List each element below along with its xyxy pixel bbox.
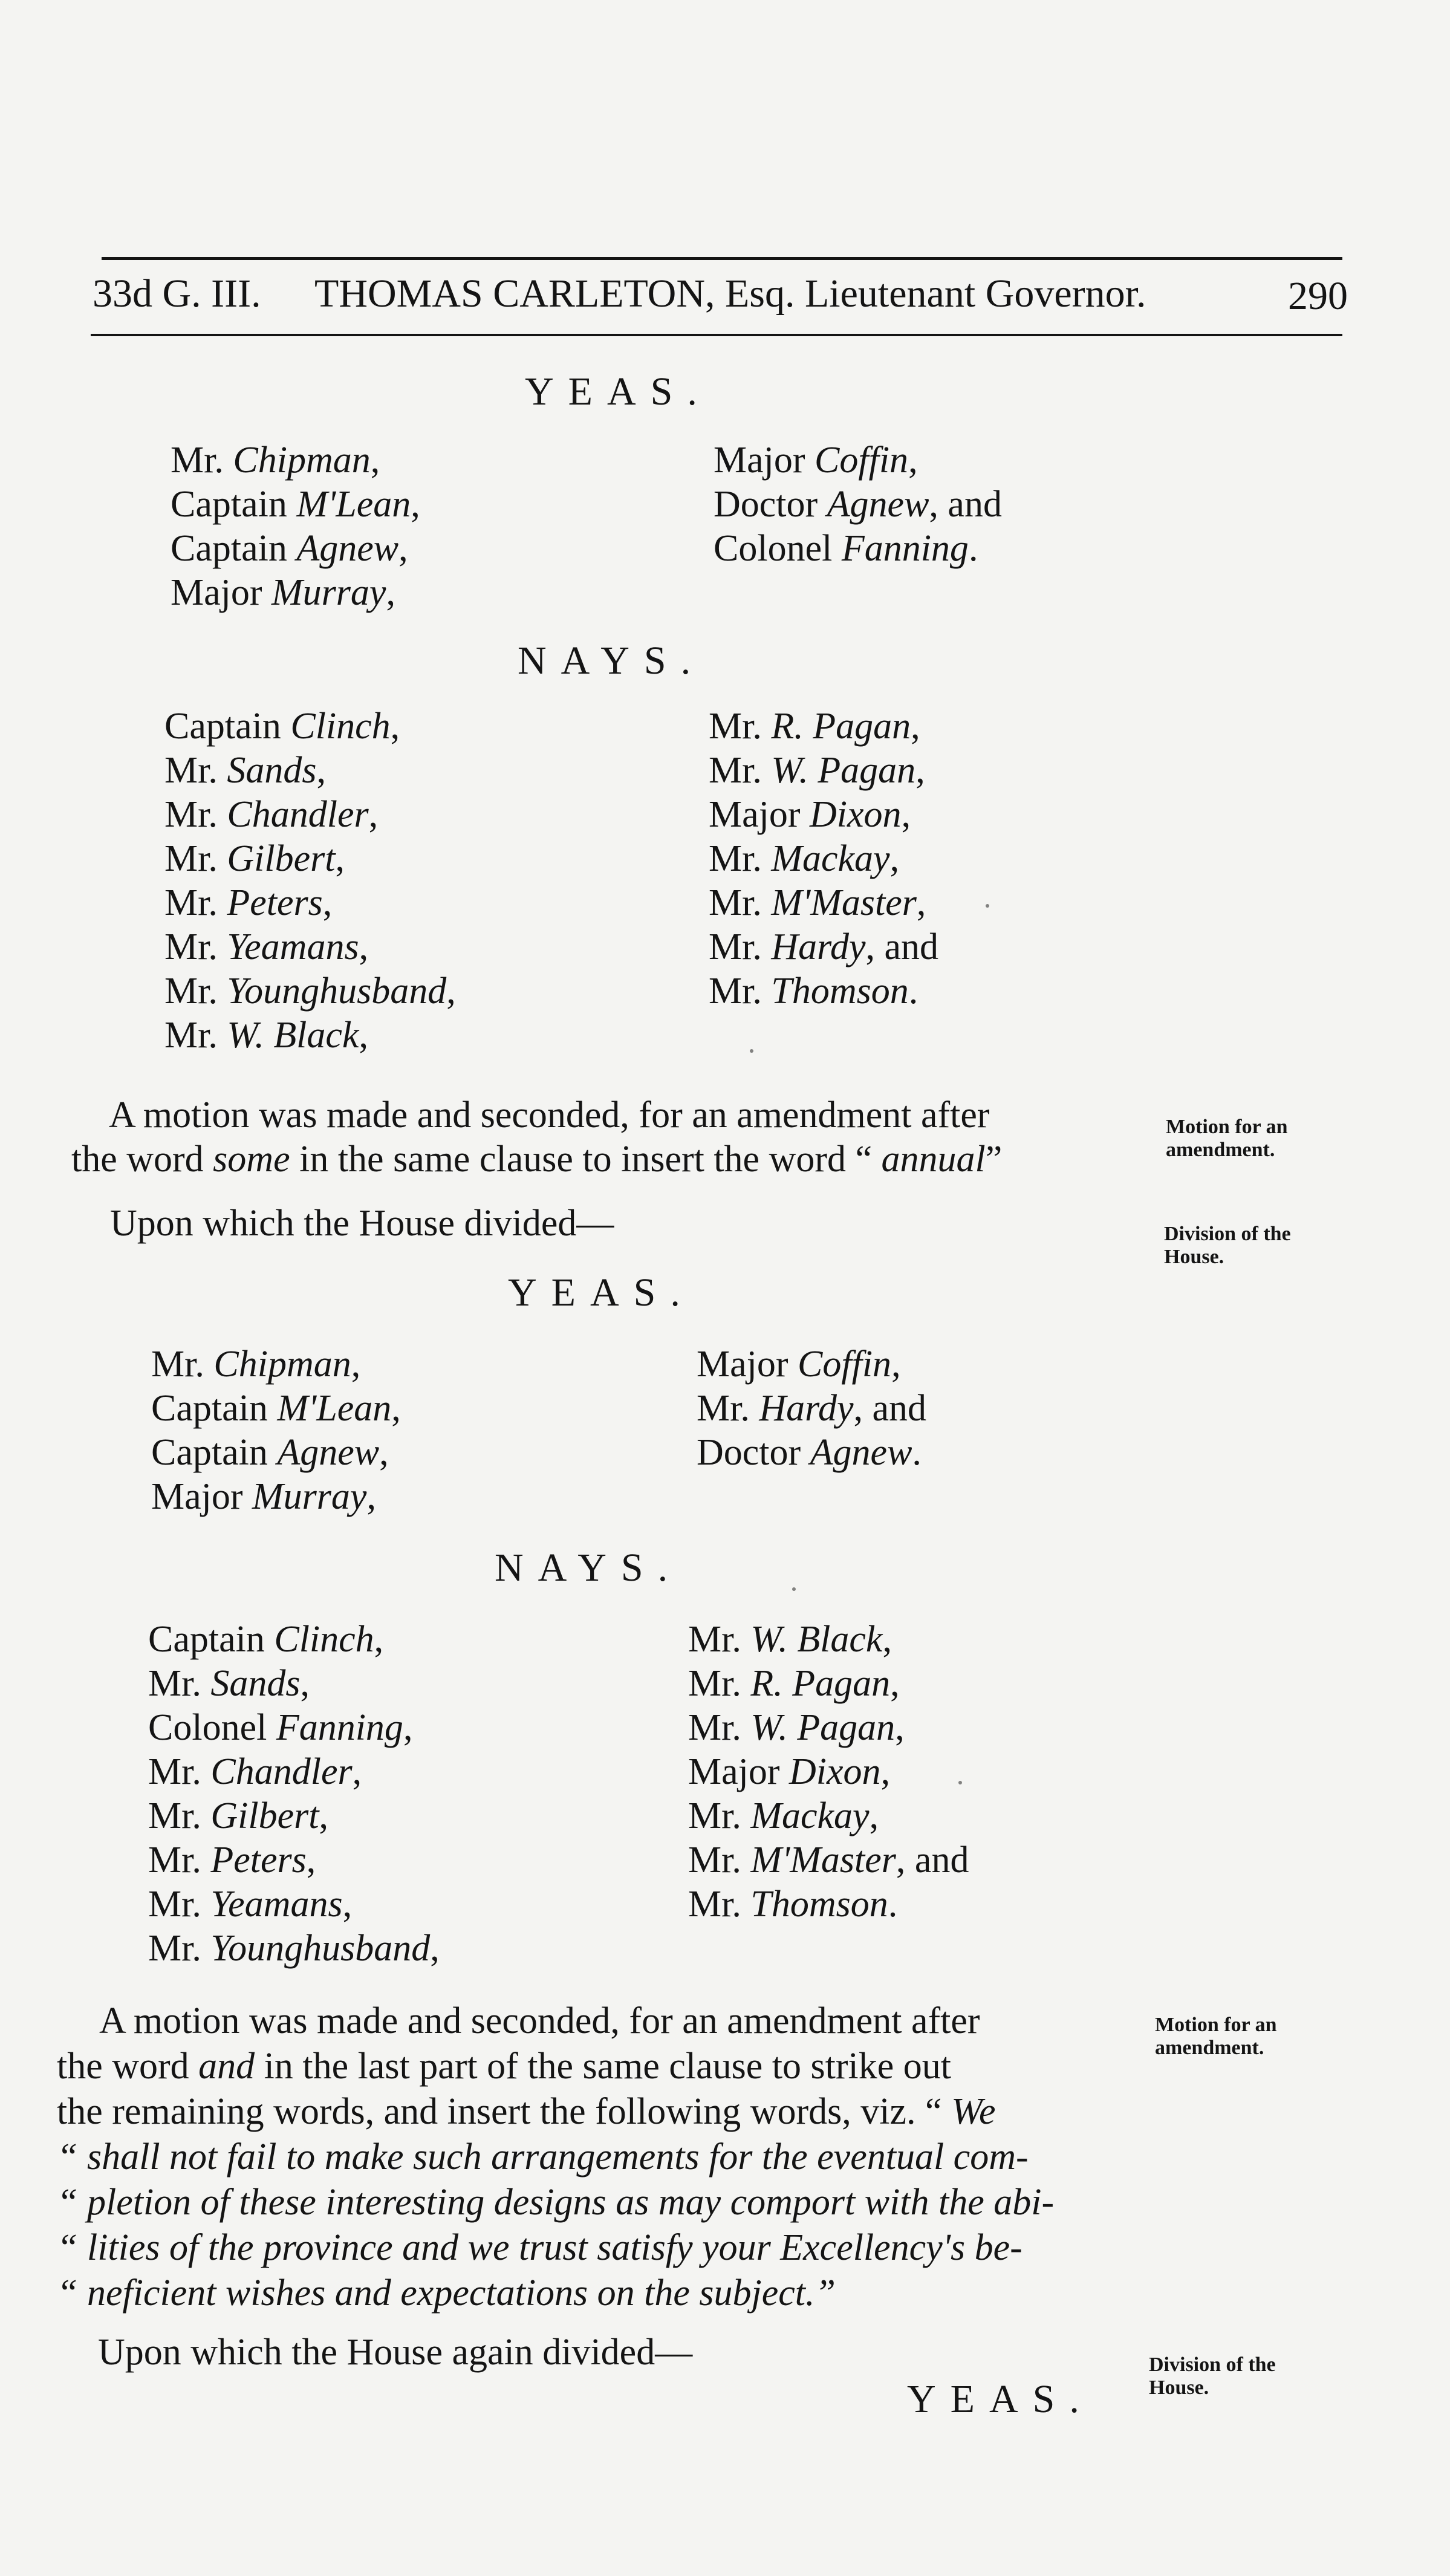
member-name: Captain M'Lean, (171, 484, 420, 525)
member-name: Mr. Yeamans, (164, 926, 369, 968)
member-name: Mr. Peters, (164, 882, 333, 923)
member-name: Mr. Hardy, and (697, 1388, 927, 1429)
member-name: Mr. Chipman, (151, 1344, 361, 1385)
divided-text-2: Upon which the House again divided— (98, 2332, 693, 2373)
motion2-line4: “ shall not fail to make such arrangements for the eventual com- (57, 2136, 1029, 2178)
margin-note-motion-2: Motion for an amendment. (1155, 2014, 1277, 2059)
nays-left-2 (148, 1618, 440, 1971)
member-name: Mr. Thomson. (709, 971, 918, 1012)
yeas-right-2 (697, 1342, 926, 1475)
yeas-heading-2: YEAS. (508, 1270, 695, 1315)
yeas-left-2 (151, 1342, 401, 1519)
yeas-left-1 (171, 438, 420, 615)
member-name: Mr. R. Pagan, (709, 706, 920, 747)
member-name: Major Dixon, (688, 1751, 891, 1792)
member-name: Mr. Gilbert, (164, 838, 345, 879)
member-name: Mr. Chipman, (171, 440, 380, 481)
member-name: Mr. Thomson. (688, 1884, 898, 1925)
margin-note-motion-1: Motion for an amendment. (1166, 1116, 1288, 1161)
member-name: Mr. Yeamans, (148, 1884, 353, 1925)
member-name: Mr. Younghusband, (148, 1928, 440, 1969)
motion2-line2: the word and in the last part of the same clause to strike out (57, 2046, 952, 2087)
member-name: Major Murray, (171, 572, 395, 613)
speck (750, 1049, 753, 1053)
header-regnal: 33d G. III. (93, 272, 261, 316)
member-name: Captain Clinch, (148, 1619, 384, 1660)
motion-paragraph-1 (71, 1093, 1142, 1182)
margin-note-division-1: Division of the House. (1164, 1223, 1291, 1268)
nays-left-1 (164, 704, 456, 1058)
motion2-line3: the remaining words, and insert the following words, viz. “ We (57, 2091, 996, 2132)
nays-right-2 (688, 1618, 969, 1927)
motion-paragraph-2 (57, 1999, 1139, 2316)
speck (792, 1587, 796, 1591)
member-name: Mr. W. Black, (688, 1619, 892, 1660)
motion2-line5: “ pletion of these interesting designs as may comport with the abi- (57, 2182, 1055, 2223)
member-name: Mr. Sands, (164, 750, 326, 791)
member-name: Major Coffin, (714, 440, 918, 481)
member-name: Captain M'Lean, (151, 1388, 401, 1429)
member-name: Mr. R. Pagan, (688, 1663, 900, 1704)
yeas-heading-1: YEAS. (525, 369, 712, 414)
header-rule-bottom (91, 334, 1342, 336)
divided-text-1: Upon which the House divided— (110, 1203, 614, 1244)
member-name: Mr. Mackay, (688, 1795, 879, 1836)
motion2-line1: A motion was made and seconded, for an amendment after (99, 2000, 980, 2041)
yeas-heading-3: YEAS. (907, 2377, 1094, 2421)
member-name: Mr. Sands, (148, 1663, 310, 1704)
margin-note-division-2: Division of the House. (1149, 2353, 1276, 2399)
member-name: Mr. Chandler, (148, 1751, 362, 1792)
nays-heading-2: NAYS. (495, 1546, 683, 1590)
member-name: Doctor Agnew. (697, 1432, 922, 1473)
member-name: Mr. W. Pagan, (688, 1707, 905, 1748)
member-name: Mr. Peters, (148, 1839, 316, 1881)
member-name: Mr. Chandler, (164, 794, 379, 835)
member-name: Mr. Mackay, (709, 838, 900, 879)
member-name: Mr. Younghusband, (164, 971, 456, 1012)
motion1-line2: the word some in the same clause to insert the word “ annual” (71, 1139, 1003, 1180)
speck (986, 904, 989, 908)
member-name: Colonel Fanning, (148, 1707, 413, 1748)
member-name: Mr. W. Black, (164, 1015, 368, 1056)
motion2-line7: “ neficient wishes and expectations on the subject.” (57, 2272, 836, 2314)
motion1-line1: A motion was made and seconded, for an amendment after (109, 1094, 990, 1136)
header-rule-top (102, 257, 1342, 260)
member-name: Mr. Hardy, and (709, 926, 939, 968)
member-name: Captain Agnew, (171, 528, 408, 569)
yeas-right-1 (714, 438, 1002, 571)
member-name: Colonel Fanning. (714, 528, 978, 569)
member-name: Captain Agnew, (151, 1432, 389, 1473)
member-name: Mr. M'Master, and (688, 1839, 969, 1881)
member-name: Mr. W. Pagan, (709, 750, 925, 791)
motion2-line6: “ lities of the province and we trust satisfy your Excellency's be- (57, 2227, 1022, 2268)
member-name: Mr. Gilbert, (148, 1795, 328, 1836)
member-name: Major Coffin, (697, 1344, 901, 1385)
member-name: Captain Clinch, (164, 706, 400, 747)
nays-heading-1: NAYS. (518, 639, 706, 683)
speck (958, 1781, 962, 1784)
member-name: Major Dixon, (709, 794, 911, 835)
page-number: 290 (1288, 274, 1348, 318)
header-title: THOMAS CARLETON, Esq. Lieutenant Governor. (314, 272, 1146, 316)
member-name: Mr. M'Master, (709, 882, 926, 923)
member-name: Major Murray, (151, 1476, 376, 1517)
nays-right-1 (709, 704, 938, 1013)
member-name: Doctor Agnew, and (714, 484, 1002, 525)
